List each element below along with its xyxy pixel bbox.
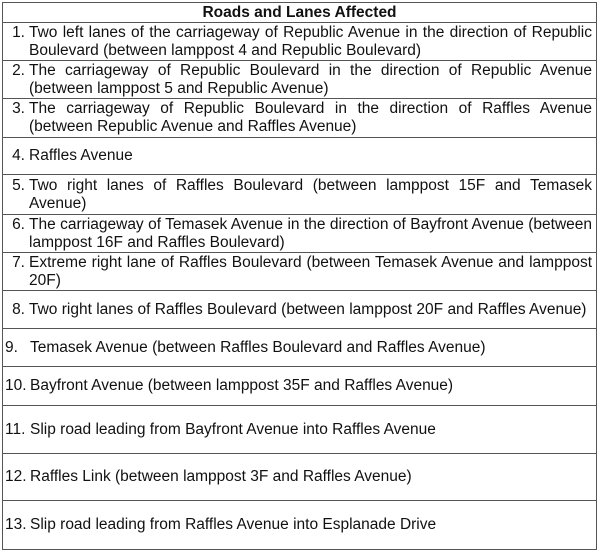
row-text: Two right lanes of Raffles Boulevard (between lamppost 15F and Temasek Avenue) [29, 176, 592, 212]
row-number: 5. [12, 176, 25, 194]
row-text: Extreme right lane of Raffles Boulevard (between Temasek Avenue and lamppost 20F) [29, 253, 592, 289]
row-text: The carriageway of Temasek Avenue in the direction of Bayfront Avenue (between lamppost 16F and Raffles Boulevard) [29, 215, 592, 251]
row-number: 10. [5, 377, 27, 394]
table-row [3, 138, 597, 175]
table-row [3, 61, 597, 99]
row-text: Raffles Avenue [29, 147, 133, 164]
table-row [3, 23, 597, 61]
row-text: The carriageway of Republic Boulevard in the direction of Raffles Avenue (between Republic Avenue and Raffles Avenue) [29, 100, 592, 135]
table-row [3, 253, 597, 291]
row-text: Raffles Link (between lamppost 3F and Raffles Avenue) [30, 468, 412, 485]
table-row [3, 454, 597, 501]
row-text: Slip road leading from Bayfront Avenue into Raffles Avenue [30, 420, 436, 438]
row-number: 13. [5, 516, 27, 533]
row-text: Two right lanes of Raffles Boulevard (between lamppost 20F and Raffles Avenue) [29, 300, 587, 318]
row-text: Temasek Avenue (between Raffles Boulevard and Raffles Avenue) [30, 338, 486, 356]
row-number: 1. [12, 23, 25, 41]
header-row [3, 3, 597, 23]
table-row [3, 406, 597, 454]
table-row [3, 329, 597, 367]
row-text: Slip road leading from Raffles Avenue into Esplanade Drive [30, 516, 437, 533]
row-text: Bayfront Avenue (between lamppost 35F and Raffles Avenue) [30, 377, 454, 394]
row-number: 2. [12, 61, 25, 79]
table-row [3, 367, 597, 406]
table-row [3, 291, 597, 329]
row-number: 6. [12, 215, 25, 233]
row-number: 7. [12, 253, 25, 271]
row-number: 3. [12, 100, 25, 117]
row-number: 9. [5, 338, 18, 356]
table-row [3, 501, 597, 550]
table-header: Roads and Lanes Affected [3, 3, 597, 23]
row-number: 11. [5, 420, 26, 438]
row-text: Two left lanes of the carriageway of Republic Avenue in the direction of Republic Boulevard (between lamppost 4 and Republic Boulevard) [29, 23, 592, 59]
table-row [3, 175, 597, 215]
row-number: 8. [12, 300, 25, 318]
row-number: 4. [12, 147, 25, 164]
table-row [3, 215, 597, 253]
row-text: The carriageway of Republic Boulevard in the direction of Republic Avenue (between lamppost 5 and Republic Avenue) [29, 61, 592, 97]
row-number: 12. [5, 468, 27, 485]
table-row [3, 99, 597, 138]
roads-lanes-table [2, 2, 597, 550]
